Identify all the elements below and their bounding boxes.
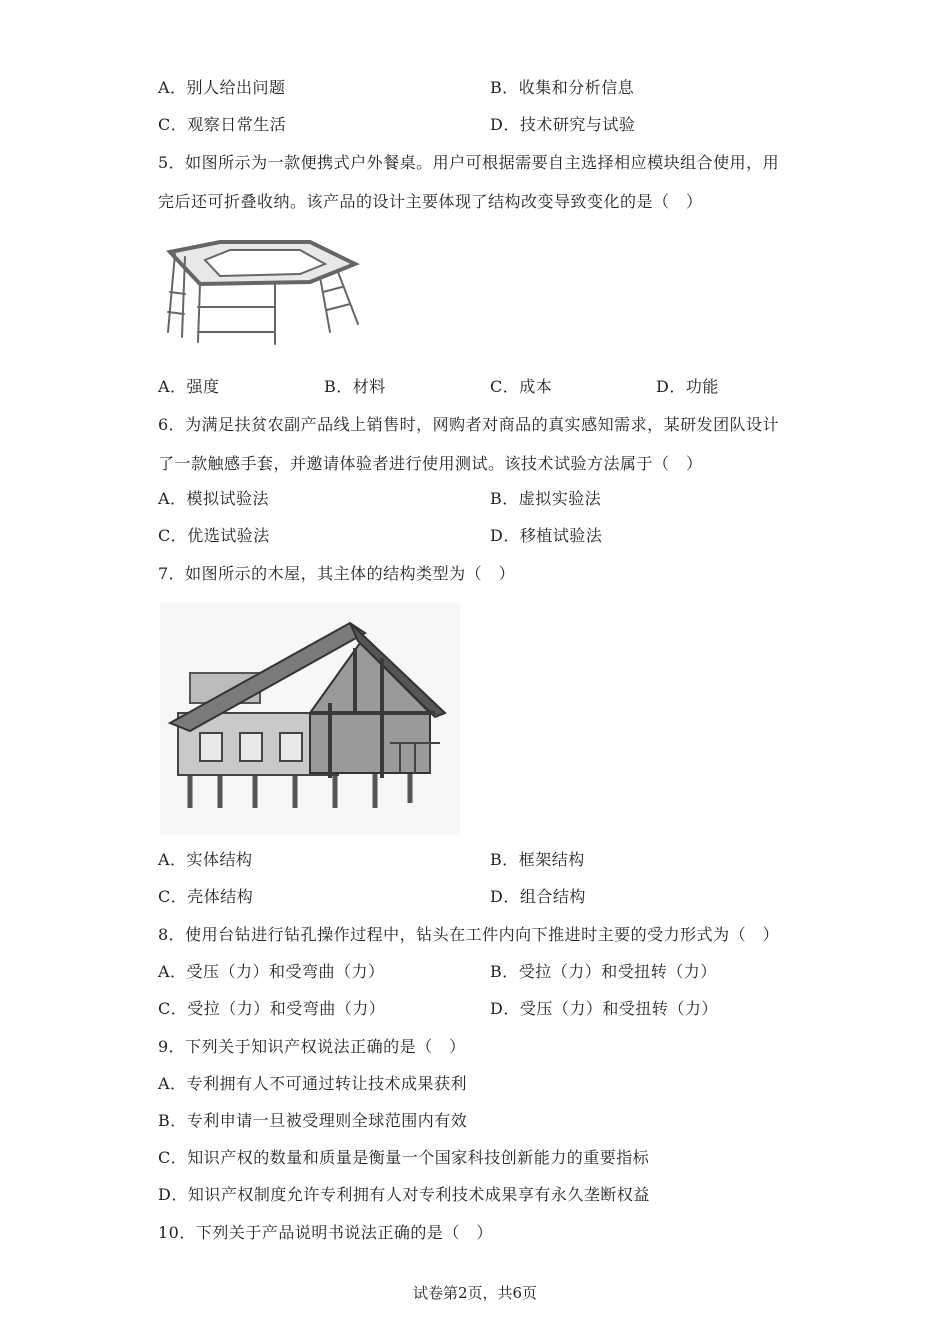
q8-option-a: A．受压（力）和受弯曲（力） [158, 962, 385, 981]
q5-option-a: A．强度 [158, 377, 220, 396]
q9-option-c: C．知识产权的数量和质量是衡量一个国家科技创新能力的重要指标 [158, 1148, 650, 1167]
q6-stem-line1: 6．为满足扶贫农副产品线上销售时，网购者对商品的真实感知需求，某研发团队设计 [158, 415, 780, 434]
q5-stem-line1: 5．如图所示为一款便携式户外餐桌。用户可根据需要自主选择相应模块组合使用，用 [158, 153, 780, 172]
folding-table-figure [160, 232, 370, 356]
q10-stem: 10．下列关于产品说明书说法正确的是（ ） [158, 1223, 493, 1242]
q7-option-c: C．壳体结构 [158, 887, 254, 906]
q6-option-a: A．模拟试验法 [158, 489, 270, 508]
q6-option-b: B．虚拟实验法 [490, 489, 602, 508]
wooden-house-figure [160, 603, 460, 839]
q9-option-a: A．专利拥有人不可通过转让技术成果获利 [158, 1074, 468, 1093]
q9-stem: 9．下列关于知识产权说法正确的是（ ） [158, 1037, 466, 1056]
q4-option-b: B．收集和分析信息 [490, 78, 635, 97]
q5-option-c: C．成本 [490, 377, 553, 396]
q5-stem-line2: 完后还可折叠收纳。该产品的设计主要体现了结构改变导致变化的是（ ） [158, 192, 703, 211]
q7-option-a: A．实体结构 [158, 850, 253, 869]
q8-option-b: B．受拉（力）和受扭转（力） [490, 962, 717, 981]
q4-option-c: C．观察日常生活 [158, 115, 287, 134]
q9-option-b: B．专利申请一旦被受理则全球范围内有效 [158, 1111, 468, 1130]
q7-option-b: B．框架结构 [490, 850, 585, 869]
q4-option-d: D．技术研究与试验 [490, 115, 636, 134]
q8-stem: 8．使用台钻进行钻孔操作过程中，钻头在工件内向下推进时主要的受力形式为（ ） [158, 925, 780, 944]
q9-option-d: D．知识产权制度允许专利拥有人对专利技术成果享有永久垄断权益 [158, 1185, 650, 1204]
q4-option-a: A．别人给出问题 [158, 78, 286, 97]
q8-option-c: C．受拉（力）和受弯曲（力） [158, 999, 386, 1018]
q8-option-d: D．受压（力）和受扭转（力） [490, 999, 718, 1018]
q5-option-d: D．功能 [656, 377, 719, 396]
q6-option-c: C．优选试验法 [158, 526, 270, 545]
q6-stem-line2: 了一款触感手套，并邀请体验者进行使用测试。该技术试验方法属于（ ） [158, 454, 703, 473]
q7-option-d: D．组合结构 [490, 887, 586, 906]
q5-option-b: B．材料 [324, 377, 386, 396]
q7-stem: 7．如图所示的木屋，其主体的结构类型为（ ） [158, 564, 516, 583]
q6-option-d: D．移植试验法 [490, 526, 603, 545]
page-footer: 试卷第2页，共6页 [412, 1284, 538, 1302]
